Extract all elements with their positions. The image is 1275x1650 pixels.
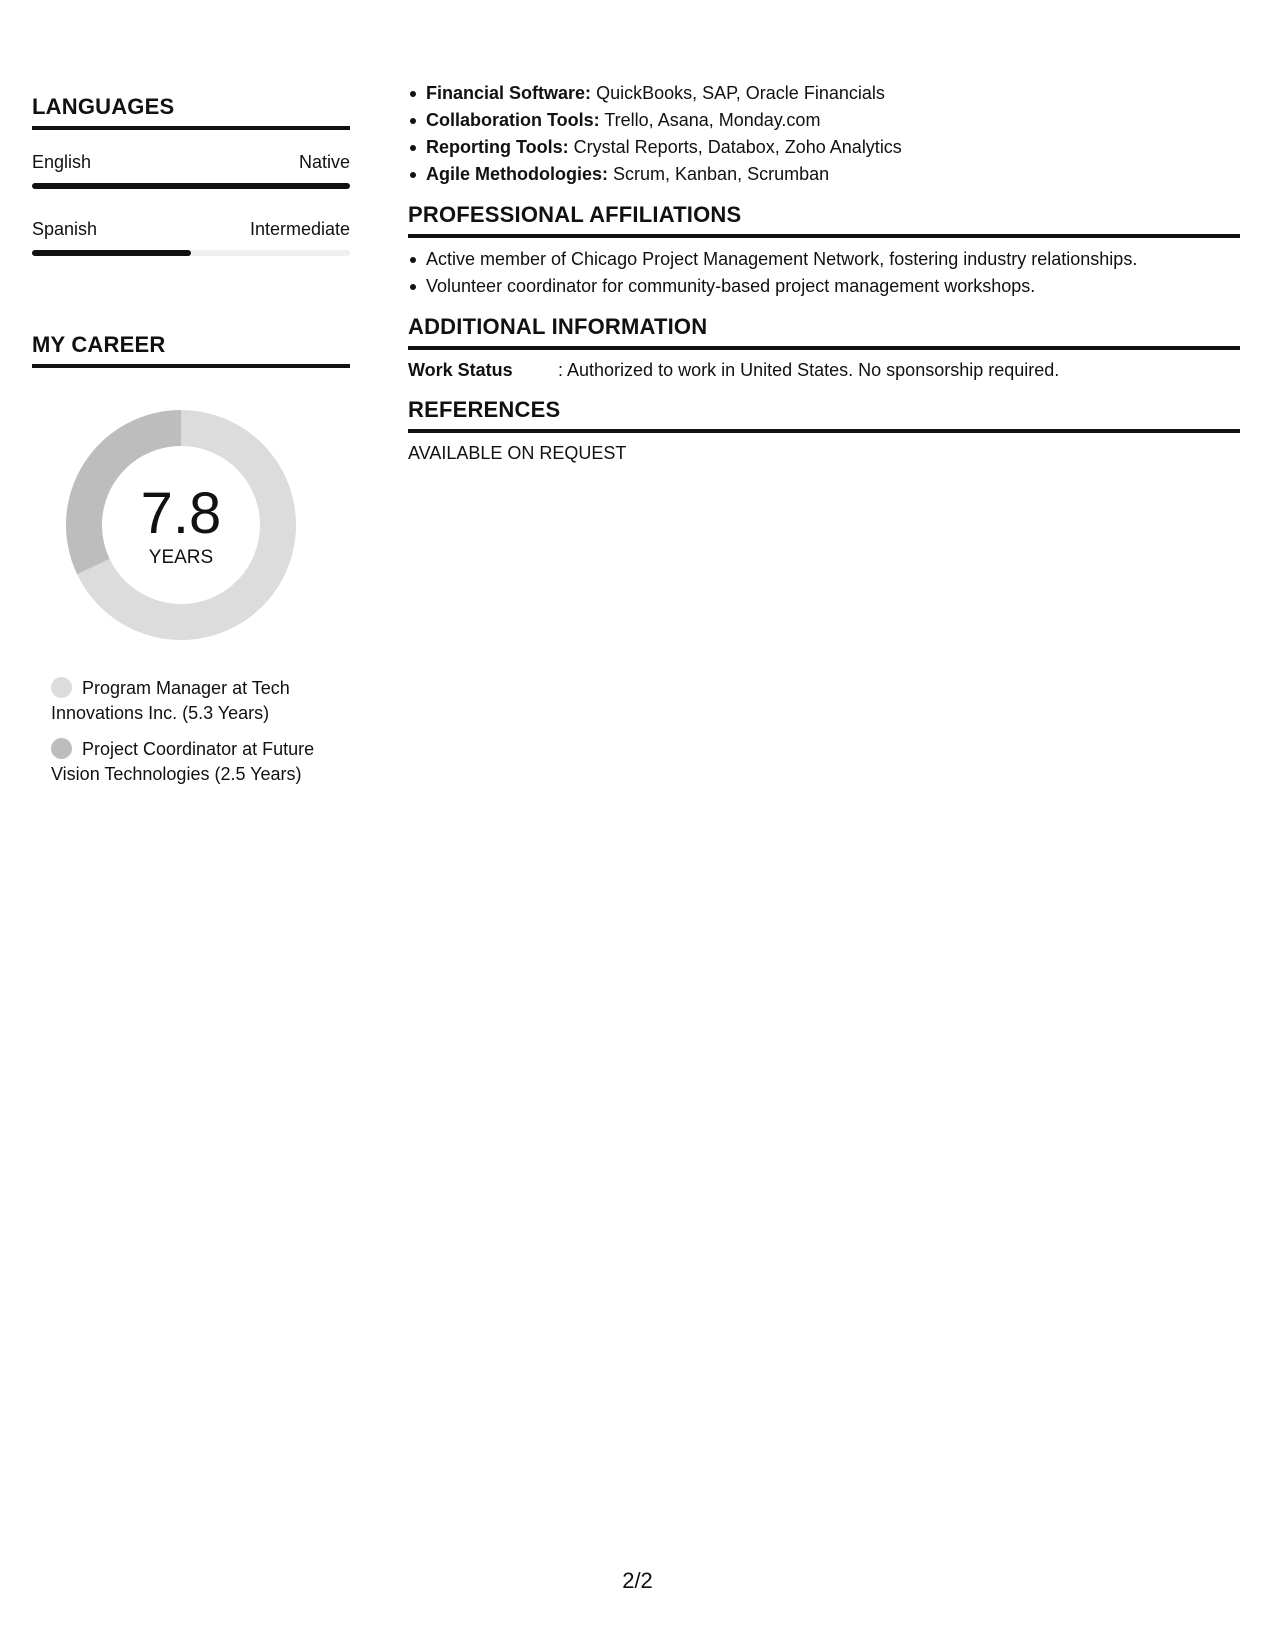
- affiliation-item: Active member of Chicago Project Management Network, fostering industry relationships.: [408, 246, 1240, 273]
- skill-item: [408, 80, 1240, 107]
- affiliation-item: Volunteer coordinator for community-based project management workshops.: [408, 273, 1240, 300]
- language-item-english: [32, 152, 350, 189]
- work-status-label: Work Status: [408, 360, 513, 380]
- language-level: Native: [298, 152, 350, 172]
- legend-item: [51, 737, 351, 787]
- language-proficiency-bar: [32, 183, 350, 189]
- skill-value: Scrum, Kanban, Scrumban: [613, 164, 830, 184]
- legend-swatch: [51, 677, 72, 698]
- legend-label: Project Coordinator at Future Vision Technologies (2.5 Years): [51, 739, 315, 784]
- skill-item: [408, 134, 1240, 161]
- skill-value: QuickBooks, SAP, Oracle Financials: [596, 83, 885, 103]
- skills-list: [408, 80, 1240, 188]
- language-item-spanish: [32, 219, 350, 256]
- page-number: 2/2: [622, 1568, 653, 1593]
- career-heading: MY CAREER: [32, 332, 350, 368]
- career-legend: [51, 676, 351, 787]
- language-proficiency-fill: [32, 183, 350, 189]
- skill-label: Financial Software:: [426, 83, 592, 103]
- career-section: [32, 332, 350, 787]
- languages-heading: LANGUAGES: [32, 94, 350, 130]
- left-column: [32, 94, 350, 798]
- language-proficiency-fill: [32, 250, 191, 256]
- references-section: [408, 397, 1240, 466]
- language-proficiency-bar: [32, 250, 350, 256]
- skill-label: Collaboration Tools:: [426, 110, 600, 130]
- career-total-years: 7.8: [140, 481, 222, 546]
- references-heading: REFERENCES: [408, 397, 1240, 433]
- career-donut-chart: [66, 410, 296, 640]
- skill-item: [408, 107, 1240, 134]
- affiliations-heading: PROFESSIONAL AFFILIATIONS: [408, 202, 1240, 238]
- skill-value: Crystal Reports, Databox, Zoho Analytics: [573, 137, 902, 157]
- affiliations-section: [408, 202, 1240, 300]
- languages-section: [32, 94, 350, 256]
- work-status-value: : Authorized to work in United States. No sponsorship required.: [558, 360, 1060, 380]
- language-level: Intermediate: [249, 219, 350, 239]
- skill-value: Trello, Asana, Monday.com: [604, 110, 821, 130]
- career-total-unit: YEARS: [148, 547, 214, 568]
- affiliations-list: [408, 246, 1240, 300]
- language-name: Spanish: [32, 219, 98, 239]
- language-name: English: [32, 152, 92, 172]
- work-status-row: [408, 358, 1240, 383]
- skill-label: Agile Methodologies:: [426, 164, 608, 184]
- right-column: [408, 80, 1240, 466]
- legend-label: Program Manager at Tech Innovations Inc. (5.3 Years): [51, 678, 290, 723]
- references-text: AVAILABLE ON REQUEST: [408, 443, 627, 463]
- additional-info-section: [408, 314, 1240, 383]
- legend-swatch: [51, 738, 72, 759]
- additional-info-heading: ADDITIONAL INFORMATION: [408, 314, 1240, 350]
- legend-item: [51, 676, 351, 726]
- skill-item: [408, 161, 1240, 188]
- skill-label: Reporting Tools:: [426, 137, 569, 157]
- donut-center: [66, 410, 296, 640]
